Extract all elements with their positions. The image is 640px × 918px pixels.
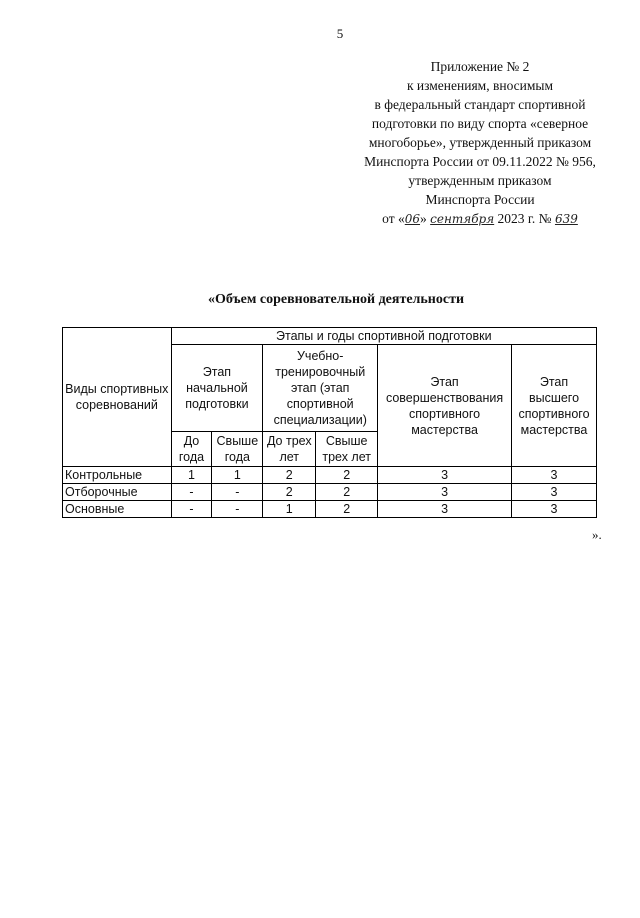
table-cell: 2 (263, 467, 316, 484)
appendix-line: к изменениям, вносимым (406, 78, 554, 93)
appendix-line: многоборье», утвержденный приказом (368, 135, 592, 150)
table-cell: - (212, 484, 263, 501)
table-row (63, 484, 597, 501)
appendix-line: Приложение № 2 (430, 59, 530, 74)
table-row (63, 467, 597, 484)
handwritten-day: 06 (404, 212, 421, 226)
appendix-line: Минспорта России (425, 192, 535, 207)
subheader-cell: Свыше трех лет (316, 432, 378, 467)
appendix-line: подготовки по виду спорта «северное (371, 116, 589, 131)
table-cell: 1 (171, 467, 212, 484)
table-row (63, 501, 597, 518)
document-title: «Объем соревновательной деятельности (207, 292, 465, 307)
table-cell: 3 (378, 501, 512, 518)
competition-volume-table (62, 327, 597, 518)
handwritten-month: сентября (430, 212, 495, 226)
row-label: Отборочные (63, 484, 172, 501)
appendix-line: Минспорта России от 09.11.2022 № 956, (364, 154, 596, 169)
date-year: 2023 г. № (497, 211, 552, 226)
handwritten-order-number: 639 (554, 212, 578, 226)
date-mid: » (420, 211, 427, 226)
table-cell: 2 (316, 484, 378, 501)
table-cell: 3 (511, 484, 596, 501)
table-cell: - (171, 501, 212, 518)
subheader-cell: До года (171, 432, 212, 467)
subheader-cell: До трех лет (263, 432, 316, 467)
row-label: Основные (63, 501, 172, 518)
date-prefix: от « (382, 211, 405, 226)
stage-header-cell: Этап совершенствования спортивного мастерства (378, 345, 512, 467)
group-header-cell: Этапы и годы спортивной подготовки (171, 328, 596, 345)
closing-quote-mark: ». (592, 527, 602, 542)
appendix-block (330, 57, 630, 229)
table-cell: 3 (378, 467, 512, 484)
stage-header-cell: Учебно-тренировочный этап (этап спортивной специализации) (263, 345, 378, 432)
row-label: Контрольные (63, 467, 172, 484)
stage-header-cell: Этап высшего спортивного мастерства (511, 345, 596, 467)
table-cell: 1 (212, 467, 263, 484)
page-number: 5 (336, 26, 344, 41)
table-cell: - (212, 501, 263, 518)
stage-header-cell: Этап начальной подготовки (171, 345, 263, 432)
table-cell: 2 (263, 484, 316, 501)
table-cell: 3 (378, 484, 512, 501)
table-cell: 3 (511, 467, 596, 484)
table-cell: - (171, 484, 212, 501)
table-header-row (63, 328, 597, 345)
order-date-line (330, 209, 630, 229)
table-cell: 3 (511, 501, 596, 518)
table-cell: 2 (316, 501, 378, 518)
subheader-cell: Свыше года (212, 432, 263, 467)
row-header-cell: Виды спортивных соревнований (63, 328, 172, 467)
appendix-line: утвержденным приказом (408, 173, 552, 188)
appendix-line: в федеральный стандарт спортивной (374, 97, 586, 112)
table-cell: 2 (316, 467, 378, 484)
table-cell: 1 (263, 501, 316, 518)
